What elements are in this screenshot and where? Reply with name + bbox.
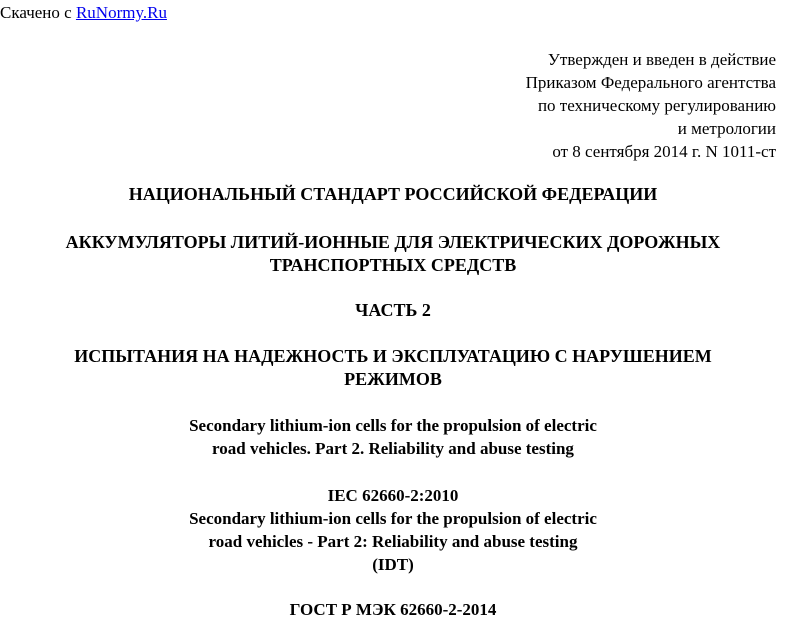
english-title-line: road vehicles. Part 2. Reliability and abuse testing (212, 439, 574, 458)
gost-designation-line: ГОСТ Р МЭК 62660-2-2014 (289, 600, 497, 619)
part-label-line: ЧАСТЬ 2 (355, 300, 431, 320)
approval-line: Утвержден и введен в действие (547, 50, 776, 69)
part-title-line: ИСПЫТАНИЯ НА НАДЕЖНОСТЬ И ЭКСПЛУАТАЦИЮ С НАРУШЕНИЕМ (74, 346, 712, 366)
source-prefix: Скачено с (0, 3, 72, 22)
national-standard-title (0, 183, 786, 206)
approval-block (376, 48, 776, 163)
iec-equivalence: (IDT) (372, 555, 414, 574)
standard-title-line: ТРАНСПОРТНЫХ СРЕДСТВ (269, 255, 517, 275)
english-title (0, 414, 786, 460)
part-title (0, 345, 786, 391)
iec-designation: IEC 62660-2:2010 (327, 486, 459, 505)
part-title-line: РЕЖИМОВ (344, 369, 442, 389)
standard-title (0, 231, 786, 277)
approval-line: Приказом Федерального агентства (525, 73, 776, 92)
iec-title-line: road vehicles - Part 2: Reliability and abuse testing (208, 532, 578, 551)
english-title-line: Secondary lithium-ion cells for the propulsion of electric (189, 416, 597, 435)
approval-line: от 8 сентября 2014 г. N 1011-ст (552, 142, 776, 161)
part-label (0, 299, 786, 322)
iec-title-line: Secondary lithium-ion cells for the propulsion of electric (189, 509, 597, 528)
iec-reference (0, 484, 786, 576)
national-standard-line: НАЦИОНАЛЬНЫЙ СТАНДАРТ РОССИЙСКОЙ ФЕДЕРАЦИИ (128, 184, 658, 204)
approval-line: по техническому регулированию (537, 96, 776, 115)
approval-line: и метрологии (677, 119, 776, 138)
gost-designation (0, 598, 786, 621)
standard-title-line: АККУМУЛЯТОРЫ ЛИТИЙ-ИОННЫЕ ДЛЯ ЭЛЕКТРИЧЕСКИХ ДОРОЖНЫХ (65, 232, 721, 252)
source-line (0, 3, 167, 23)
source-link[interactable]: RuNormy.Ru (75, 3, 167, 22)
